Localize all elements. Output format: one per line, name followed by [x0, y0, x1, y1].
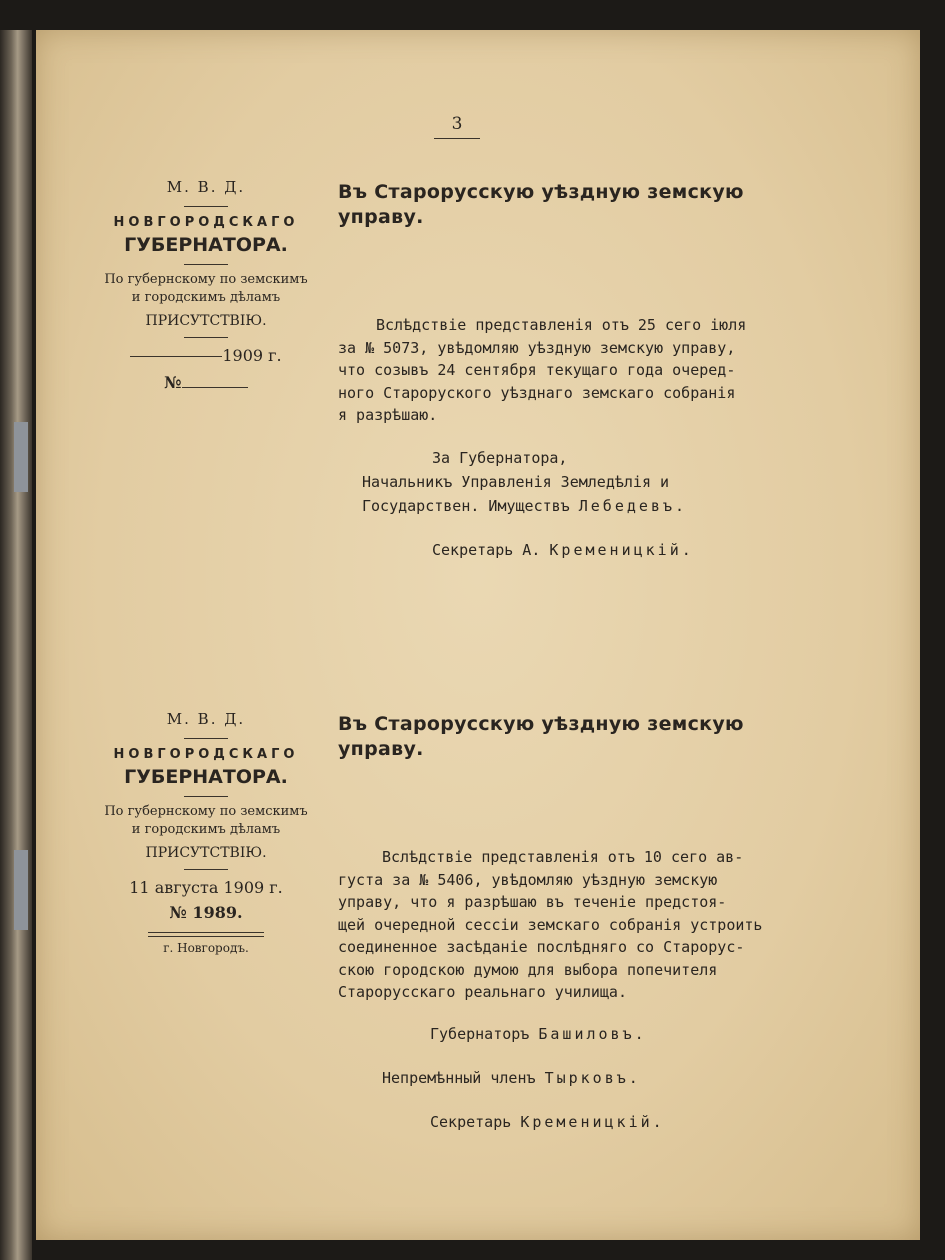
body-line: соединенное засѣданіе послѣдняго со Старорус- — [338, 938, 745, 956]
city-label: г. Новгородъ. — [163, 941, 249, 955]
member-signature — [382, 1066, 641, 1090]
binding-tape — [14, 422, 28, 492]
letter-number — [96, 373, 316, 392]
body-line: за № 5073, увѣдомляю уѣздную земскую управу, — [338, 338, 736, 357]
binding-tape — [14, 850, 28, 930]
book-binding — [0, 30, 32, 1260]
secretary-label: Секретарь — [430, 1113, 512, 1131]
secretary-line-2 — [430, 1110, 665, 1134]
governor-name: Башиловъ. — [538, 1025, 647, 1043]
dept-line1: По губернскому по земскимъ — [104, 272, 308, 287]
body-line: я разрѣшаю. — [338, 406, 438, 424]
page-number-rule — [434, 138, 480, 139]
divider — [184, 337, 228, 338]
sender-header-1 — [96, 178, 316, 392]
dept-line1: По губернскому по земскимъ — [104, 804, 308, 819]
address-2 — [338, 712, 818, 762]
body-line: Вслѣдствіе представленія отъ 25 сего іюля — [376, 316, 747, 334]
dept-line3: ПРИСУТСТВІЮ. — [145, 313, 267, 329]
signatory-name: Лебедевъ. — [578, 497, 688, 515]
double-rule-top — [148, 932, 264, 933]
number-label: № — [164, 373, 182, 392]
member-label: Непремѣнный членъ — [382, 1069, 536, 1087]
sender-header-2 — [96, 710, 316, 955]
letter-date: 11 августа 1909 г. — [129, 878, 283, 897]
dept-line3: ПРИСУТСТВІЮ. — [145, 845, 267, 861]
divider — [184, 264, 228, 265]
dept-line2: и городскимъ дѣламъ — [131, 822, 281, 837]
address-line2: управу. — [338, 738, 424, 760]
governor-line2: ГУБЕРНАТОРА. — [124, 766, 288, 788]
letter-number: № 1989. — [169, 903, 243, 922]
secretary-name: Кременицкій. — [549, 541, 694, 559]
divider — [184, 869, 228, 870]
signature-line1: За Губернатора, — [432, 449, 568, 467]
letter-body-1 — [338, 314, 812, 427]
governor-line1: НОВГОРОДСКАГО — [113, 215, 299, 230]
member-name: Тырковъ. — [544, 1069, 641, 1087]
address-line1: Въ Старорусскую уѣздную земскую — [338, 181, 744, 203]
body-line: ного Староруского уѣзднаго земскаго собранія — [338, 383, 736, 402]
address-line2: управу. — [338, 206, 424, 228]
address-1 — [338, 180, 818, 230]
governor-signature — [430, 1022, 647, 1046]
body-line: управу, что я разрѣшаю въ теченіе предстоя- — [338, 893, 727, 911]
ministry-label: М. В. Д. — [166, 178, 246, 196]
letter-date — [96, 346, 316, 365]
body-line: скою городскою думою для выбора попечителя — [338, 960, 718, 979]
divider — [184, 206, 228, 207]
address-line1: Въ Старорусскую уѣздную земскую — [338, 713, 744, 735]
divider — [184, 738, 228, 739]
signature-line2: Начальникъ Управленія Земледѣлія и — [362, 473, 670, 491]
body-line: щей очередной сессіи земскаго собранія устроить — [338, 915, 763, 934]
date-blank — [130, 356, 222, 357]
signature-title: Государствен. Имуществъ — [362, 497, 570, 515]
dept-line2: и городскимъ дѣламъ — [131, 290, 281, 305]
signature-line3 — [362, 494, 687, 518]
secretary-label: Секретарь А. — [432, 541, 541, 559]
number-blank — [182, 387, 248, 388]
page-number: 3 — [451, 114, 463, 134]
secretary-name: Кременицкій. — [520, 1113, 665, 1131]
divider — [184, 796, 228, 797]
letter-body-2 — [338, 846, 812, 1004]
body-line: густа за № 5406, увѣдомляю уѣздную земскую — [338, 870, 718, 889]
body-line: Вслѣдствіе представленія отъ 10 сего ав- — [382, 848, 744, 866]
governor-label: Губернаторъ — [430, 1025, 530, 1043]
governor-line1: НОВГОРОДСКАГО — [113, 747, 299, 762]
date-year: 1909 г. — [222, 346, 282, 365]
governor-line2: ГУБЕРНАТОРА. — [124, 234, 288, 256]
secretary-line-1 — [432, 538, 694, 562]
body-line: что созывъ 24 сентября текущаго года очеред- — [338, 361, 736, 379]
ministry-label: М. В. Д. — [166, 710, 246, 728]
double-rule-bottom — [148, 936, 264, 937]
body-line: Старорусскаго реальнаго училища. — [338, 983, 627, 1001]
